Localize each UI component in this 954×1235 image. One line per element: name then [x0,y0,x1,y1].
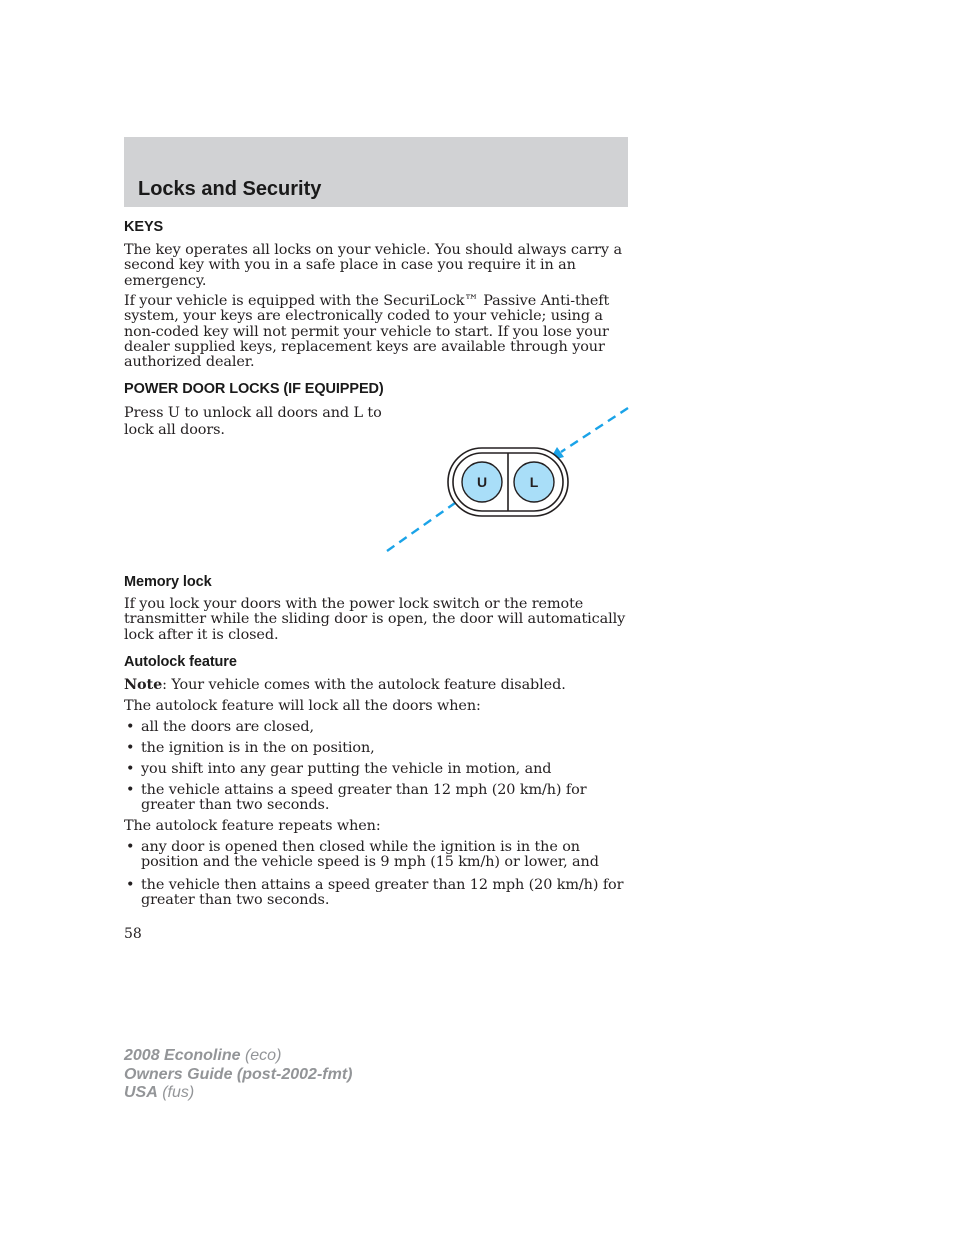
page-number: 58 [124,926,142,942]
arrow-to-unlock-line [387,503,455,551]
autolock-note [124,677,628,693]
keys-paragraph-2: If your vehicle is equipped with the SecuriLock™ Passive Anti-theft system, your keys are electronically coded to your vehicle; using a non-coded key will not permit your vehicle to start. If you lose your dealer supplied keys, replacement keys are available through your authorized dealer. [124,293,610,371]
footer-line-3 [124,1084,352,1103]
section-header-band [124,137,628,207]
footer-model: 2008 Econoline [124,1047,241,1064]
memory-lock-heading: Memory lock [124,574,212,590]
list-item: • the vehicle attains a speed greater than 12 mph (20 km/h) for greater than two seconds. [124,783,628,814]
list-item: • you shift into any gear putting the vehicle in motion, and [124,762,628,777]
document-footer [124,1047,352,1103]
footer-model-code: (eco) [240,1047,282,1064]
autolock-heading: Autolock feature [124,654,237,670]
footer-market-code: (fus) [157,1084,195,1101]
power-lock-switch-diagram [385,405,630,555]
autolock-repeat-list [124,840,628,908]
power-door-locks-heading: POWER DOOR LOCKS (IF EQUIPPED) [124,381,384,397]
autolock-note-text: : Your vehicle comes with the autolock feature disabled. [162,677,566,693]
lock-button-label: L [529,474,539,490]
footer-line-1 [124,1047,352,1066]
keys-heading: KEYS [124,219,164,235]
arrow-to-lock-line [561,408,628,452]
autolock-intro-1: The autolock feature will lock all the doors when: [124,698,481,714]
memory-lock-paragraph: If you lock your doors with the power lock switch or the remote transmitter while the sliding door is open, the door will automatically lock after it is closed. [124,596,626,643]
footer-guide: Owners Guide (post-2002-fmt) [124,1065,353,1083]
unlock-button-label: U [476,474,488,490]
footer-market: USA [124,1084,158,1101]
autolock-conditions-list [124,720,628,814]
list-item: • the vehicle then attains a speed greater than 12 mph (20 km/h) for greater than two seconds. [124,878,628,909]
footer-line-2 [124,1066,352,1085]
power-door-locks-paragraph: Press U to unlock all doors and L to lock all doors. [124,405,382,438]
autolock-intro-2: The autolock feature repeats when: [124,818,381,834]
autolock-note-label: Note [124,676,163,693]
list-item: • the ignition is in the on position, [124,741,628,756]
keys-paragraph-1: The key operates all locks on your vehicle. You should always carry a second key with you in a safe place in case you require it in an emergency. [124,242,622,289]
section-title: Locks and Security [138,178,322,200]
list-item: • all the doors are closed, [124,720,628,735]
list-item: • any door is opened then closed while the ignition is in the on position and the vehicle speed is 9 mph (15 km/h) or lower, and [124,840,628,871]
